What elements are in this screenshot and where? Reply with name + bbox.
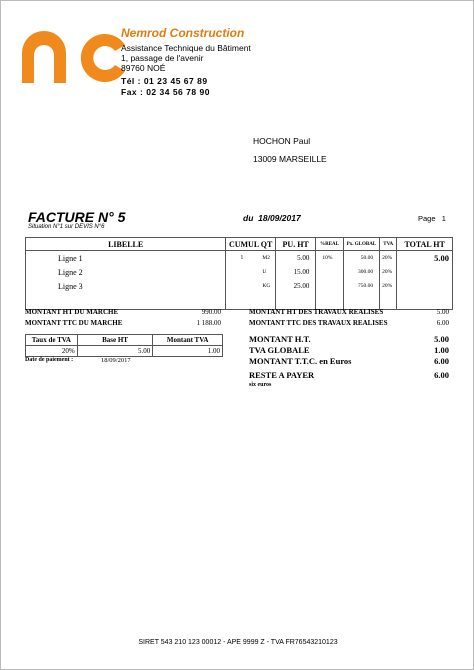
montant-ttc-value: 6.00	[434, 356, 449, 366]
invoice-title: FACTURE N° 5	[28, 209, 126, 225]
vat-header-rate: Taux de TVA	[26, 335, 78, 346]
invoice-date-label: du	[243, 213, 254, 223]
payment-date-value: 18/09/2017	[101, 357, 131, 364]
table-row-libelle: Ligne 3	[58, 282, 83, 291]
table-row-real: 10%	[322, 255, 333, 261]
tva-globale-label: TVA GLOBALE	[249, 345, 310, 355]
montant-ht-value: 5.00	[434, 334, 449, 344]
table-row-libelle: Ligne 1	[58, 254, 83, 263]
vat-header-row	[26, 335, 223, 346]
qty-cell	[226, 251, 276, 310]
tva-cell	[380, 251, 397, 310]
table-row-tva: 20%	[382, 283, 393, 289]
reste-a-payer-words: six euros	[249, 382, 272, 388]
tva-globale-value: 1.00	[434, 345, 449, 355]
vat-rate: 20%	[26, 346, 78, 357]
vat-row	[26, 346, 223, 357]
page-number: 1	[441, 214, 446, 223]
table-row-global: 750.00	[358, 283, 374, 289]
reste-a-payer-label: RESTE A PAYER	[249, 370, 315, 380]
invoice-situation: Situation N°1 sur DEVIS N°6	[28, 224, 105, 230]
vat-table	[25, 334, 223, 357]
vat-base: 5.00	[77, 346, 153, 357]
libelle-cell	[26, 251, 226, 310]
header-real: %REAL	[316, 238, 343, 251]
pu-cell	[275, 251, 315, 310]
company-name: Nemrod Construction	[121, 26, 245, 40]
payment-date-label: Date de paiement :	[25, 357, 74, 363]
table-row-libelle: Ligne 2	[58, 268, 83, 277]
header-px-global: Px. GLOBAL	[343, 238, 379, 251]
table-row-tva: 20%	[382, 255, 393, 261]
footer-legal: SIRET 543 210 123 00012 - APE 9999 Z - TVA FR76543210123	[138, 639, 338, 646]
reste-a-payer-value: 6.00	[434, 370, 449, 380]
table-row-unit: U	[262, 269, 267, 275]
marche-ttc-value: 1 188.00	[196, 319, 221, 327]
page-indicator	[418, 214, 446, 223]
vat-header-base: Base HT	[77, 335, 153, 346]
vat-amount: 1.00	[153, 346, 223, 357]
travaux-ttc-label: MONTANT TTC DES TRAVAUX REALISES	[249, 319, 388, 327]
company-address-line2: 89760 NOÉ	[121, 63, 166, 73]
marche-ht-value: 990.00	[201, 308, 221, 316]
company-phone: Tél : 01 23 45 67 89	[121, 76, 208, 86]
header-libelle: LIBELLE	[26, 238, 226, 251]
company-address-line1: 1, passage de l'avenir	[121, 53, 204, 63]
table-row-pu: 5.00	[297, 254, 310, 262]
table-row-pu: 15.00	[293, 268, 310, 276]
real-cell	[316, 251, 343, 310]
table-row-pu: 25.00	[293, 282, 310, 290]
table-header-row	[26, 238, 453, 251]
page-label: Page	[418, 214, 436, 223]
header-tva: TVA	[380, 238, 397, 251]
table-row-tva: 20%	[382, 269, 393, 275]
table-row-qty: 1	[240, 255, 244, 261]
table-row-unit: M2	[262, 255, 270, 261]
table-row-global: 50.00	[360, 255, 374, 261]
montant-ht-label: MONTANT H.T.	[249, 334, 311, 344]
header-cumul-qt: CUMUL QT	[226, 238, 276, 251]
table-row-global: 300.00	[358, 269, 374, 275]
montant-ttc-label: MONTANT T.T.C. en Euros	[249, 356, 352, 366]
table-row-unit: KG	[262, 283, 271, 289]
table-row-total: 5.00	[434, 253, 449, 263]
travaux-ttc-value: 6.00	[436, 319, 449, 327]
invoice-lines-table	[25, 237, 453, 310]
header-pu-ht: PU. HT	[275, 238, 315, 251]
invoice-date-value: 18/09/2017	[258, 213, 301, 223]
travaux-ht-label: MONTANT HT DES TRAVAUX REALISES	[249, 308, 384, 316]
logo-n-icon	[22, 31, 74, 83]
total-cell	[397, 251, 453, 310]
marche-ttc-label: MONTANT TTC DU MARCHE	[25, 319, 123, 327]
company-subtitle: Assistance Technique du Bâtiment	[121, 43, 251, 53]
marche-ht-label: MONTANT HT DU MARCHE	[25, 308, 119, 316]
invoice-date	[243, 213, 301, 223]
client-name: HOCHON Paul	[253, 136, 311, 146]
company-fax: Fax : 02 34 56 78 90	[121, 87, 210, 97]
header-total-ht: TOTAL HT	[397, 238, 453, 251]
travaux-ht-value: 5.00	[436, 308, 449, 316]
vat-header-amount: Montant TVA	[153, 335, 223, 346]
logo-c-icon	[77, 31, 127, 83]
client-city: 13009 MARSEILLE	[253, 154, 327, 164]
table-body-row	[26, 251, 453, 310]
global-cell	[343, 251, 379, 310]
